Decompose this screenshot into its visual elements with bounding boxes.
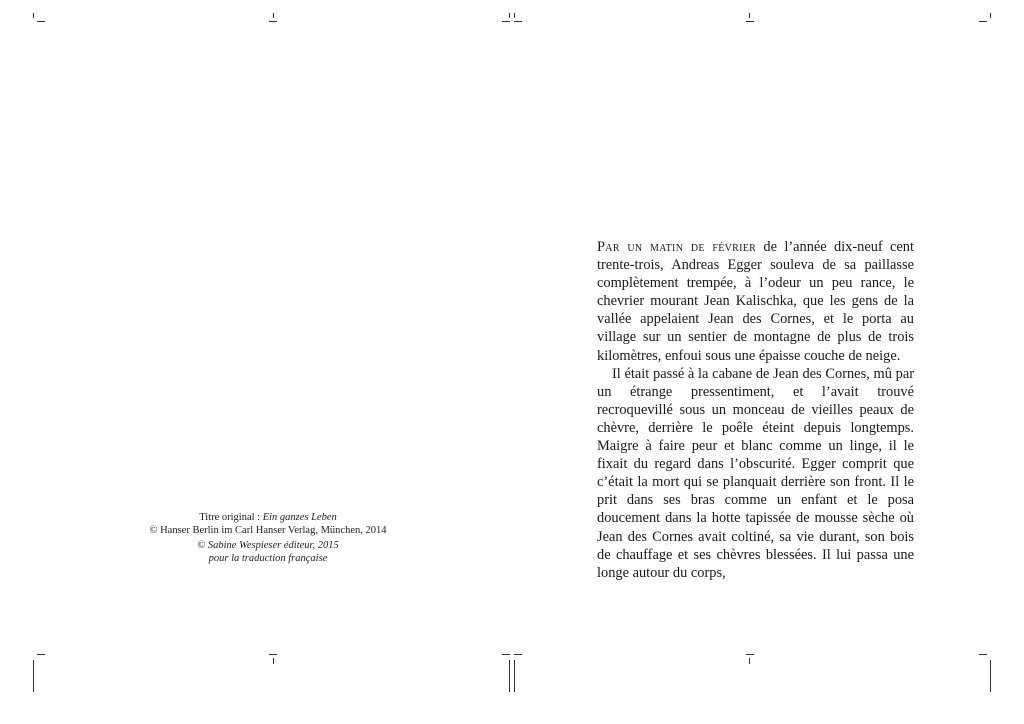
crop-mark <box>746 21 754 22</box>
original-title-prefix: Titre original : <box>199 512 263 523</box>
crop-mark <box>979 21 987 22</box>
crop-mark <box>749 658 750 664</box>
paragraph-lead-in: Par un matin de février <box>597 239 757 255</box>
paragraph-2: Il était passé à la cabane de Jean des Cornes, mû par un étrange pressentiment, et l’avait trouvé recroquevillé sous un monceau de vieilles peaux de chèvre, derrière le poêle éteint depuis longtemps. Maigre à faire peur et blanc comme un linge, il le fixait du regard dans l’obscurité. Egger comprit que c’était la mort qui se planquait derrière son front. Il le prit dans ses bras comme un enfant et le posa doucement dans la hotte tapissée de mousse sèche où Jean des Cornes avait coltiné, sa vie durant, son bois de chauffage et ses chèvres blessées. Il lui passa une longe autour du corps, <box>597 365 914 581</box>
crop-mark <box>990 13 991 18</box>
paragraph-1 <box>597 238 914 365</box>
crop-mark <box>502 21 510 22</box>
body-text <box>597 238 914 582</box>
crop-mark <box>979 654 987 655</box>
colophon <box>130 511 406 565</box>
crop-mark <box>33 660 34 692</box>
original-title-line <box>130 511 406 524</box>
translation-line: pour la traduction française <box>208 553 328 564</box>
crop-mark <box>514 660 515 692</box>
crop-mark <box>502 654 510 655</box>
publisher-line: © Sabine Wespieser éditeur, 2015 <box>197 540 339 551</box>
paragraph-1-text: de l’année dix-neuf cent trente-trois, Andreas Egger souleva de sa paillasse complètement trempée, à l’odeur un peu rance, le chevrier mourant Jean Kalischka, que les gens de la vallée appelaient Jean des Cornes, et le porta au village sur un sentier de montagne de plus de trois kilomètres, enfoui sous une épaisse couche de neige. <box>597 239 914 364</box>
crop-mark <box>37 21 45 22</box>
crop-mark <box>514 654 522 655</box>
crop-mark <box>514 21 522 22</box>
crop-mark <box>509 660 510 692</box>
crop-mark <box>514 13 515 18</box>
crop-mark <box>509 13 510 18</box>
crop-mark <box>746 654 754 655</box>
crop-mark <box>273 658 274 664</box>
copyright-line: © Hanser Berlin im Carl Hanser Verlag, München, 2014 <box>149 525 387 536</box>
crop-mark <box>37 654 45 655</box>
crop-mark <box>33 13 34 18</box>
crop-mark <box>273 13 274 18</box>
crop-mark <box>990 660 991 692</box>
original-title: Ein ganzes Leben <box>262 512 337 523</box>
crop-mark <box>749 13 750 18</box>
crop-mark <box>269 21 277 22</box>
crop-mark <box>269 654 277 655</box>
